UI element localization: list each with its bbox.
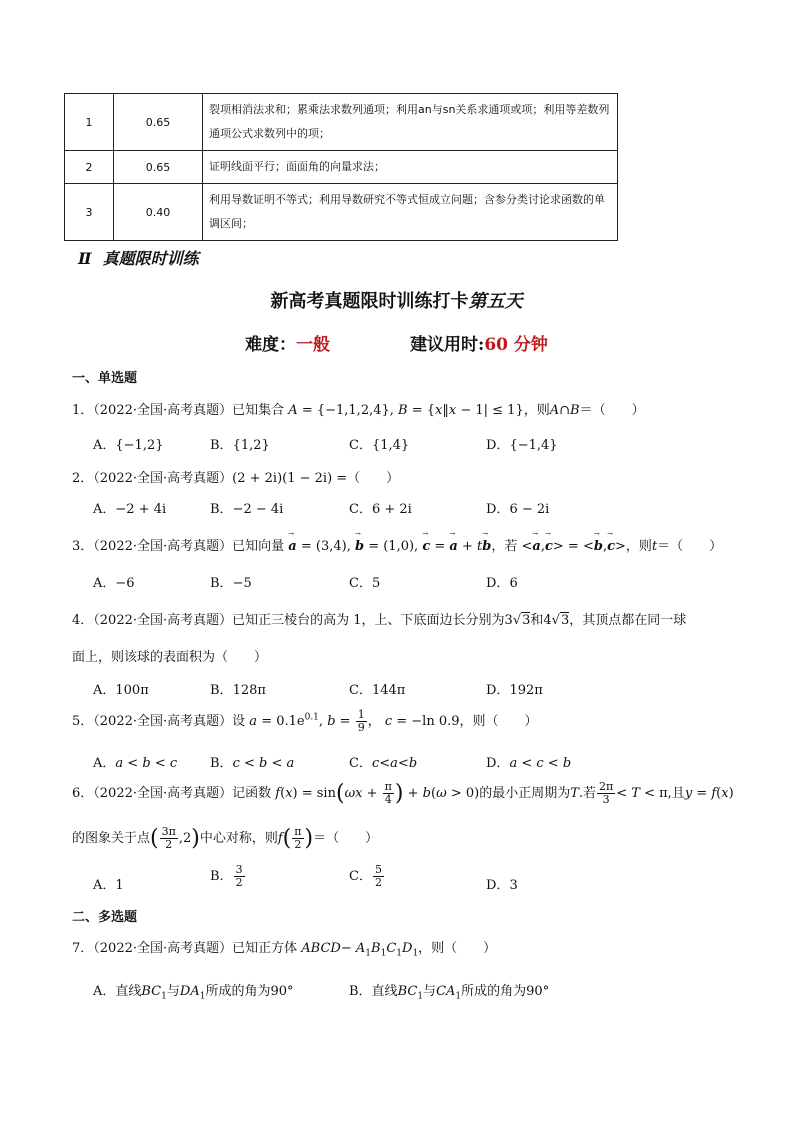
table-cell-rate: 0.65 [114, 151, 203, 184]
option-2b[interactable]: B．−2 − 4i [210, 502, 284, 517]
table-cell-no: 2 [65, 151, 114, 184]
option-7a[interactable]: A．直线$BC_1$与$DA_1$所成的角为90° [93, 984, 294, 1002]
table-cell-rate: 0.40 [114, 184, 203, 241]
table-cell-desc: 利用导数证明不等式；利用导数研究不等式恒成立问题；含参分类讨论求函数的单调区间； [203, 184, 618, 241]
option-5b[interactable]: B．c < b < a [210, 756, 295, 771]
page-title [0, 287, 793, 313]
table-row [65, 94, 618, 151]
option-5d[interactable]: D．a < c < b [486, 756, 572, 771]
question-7: 7．（2022·全国·高考真题）已知正方体 ABCD− $A_1B_1C_1D_1$，则（ ） [72, 941, 497, 959]
section-roman: Ⅱ [78, 249, 92, 268]
option-1b[interactable]: B．{1,2} [210, 438, 270, 453]
question-6: 6．（2022·全国·高考真题）记函数 f(x) = sin(ωx + $\frac{\pi}{4}$ ) + b(ω > 0)的最小正周期为T.若 $\frac{2\pi}{3}$ < T < π,且y = f(x) [72, 780, 734, 806]
question-source: （2022·全国·高考真题） [93, 471, 233, 486]
option-4d[interactable]: D．192π [486, 683, 543, 698]
question-4: 4．（2022·全国·高考真题）已知正三棱台的高为 1，上、下底面边长分别为3√3和4√3，其顶点都在同一球 [72, 613, 687, 628]
difficulty-label: 难度： [245, 335, 297, 355]
option-3d[interactable]: D．6 [486, 576, 518, 591]
option-2a[interactable]: A．−2 + 4i [93, 502, 167, 517]
option-4c[interactable]: C．144π [349, 683, 406, 698]
question-source: （2022·全国·高考真题） [93, 539, 233, 554]
page-title-main: 新高考真题限时训练打卡 [270, 291, 469, 312]
option-7b[interactable]: B．直线$BC_1$与$CA_1$所成的角为90° [349, 984, 550, 1002]
question-3: 3．（2022·全国·高考真题）已知向量 → a = (3,4), → b = (1,0), → c = → a + t→ b，若 <→ a,→ c> = <→ b,→ c>，则t＝（ ） [72, 535, 722, 554]
table-cell-rate: 0.65 [114, 94, 203, 151]
question-source: （2022·全国·高考真题） [93, 714, 233, 729]
option-6b[interactable]: B． $\frac{3}{2}$ [210, 863, 243, 889]
table-cell-desc: 裂项相消法求和；累乘法求数列通项；利用an与sn关系求通项或项；利用等差数列通项公式求数列中的项； [203, 94, 618, 151]
page-title-italic: 第五天 [468, 291, 523, 312]
option-3b[interactable]: B．−5 [210, 576, 252, 591]
option-2c[interactable]: C．6 + 2i [349, 502, 412, 517]
question-source: （2022·全国·高考真题） [93, 786, 233, 801]
section-label: 真题限时训练 [102, 249, 199, 268]
meta-line [0, 330, 793, 355]
option-1c[interactable]: C．{1,4} [349, 438, 410, 453]
knowledge-point-table [64, 93, 618, 241]
option-3a[interactable]: A．−6 [93, 576, 135, 591]
option-5c[interactable]: C．c<a<b [349, 756, 418, 771]
option-1d[interactable]: D．{−1,4} [486, 438, 558, 453]
table-cell-no: 3 [65, 184, 114, 241]
group-heading-single: 一、单选题 [72, 371, 138, 386]
time-label: 建议用时: [410, 335, 485, 355]
question-2: 2．（2022·全国·高考真题）(2 + 2i)(1 − 2i) =（ ） [72, 471, 400, 486]
question-source: （2022·全国·高考真题） [93, 941, 233, 956]
question-6-line2: 的图象关于点( $\frac{3\pi}{2}$ ,2)中心对称，则f( $\frac{\pi}{2}$ )＝（ ） [72, 825, 379, 851]
option-4a[interactable]: A．100π [93, 683, 149, 698]
question-4-line2: 面上，则该球的表面积为（ ） [72, 650, 268, 665]
option-6c[interactable]: C． $\frac{5}{2}$ [349, 863, 382, 889]
option-6d[interactable]: D．3 [486, 878, 518, 893]
option-4b[interactable]: B．128π [210, 683, 266, 698]
option-2d[interactable]: D．6 − 2i [486, 502, 550, 517]
table-row [65, 151, 618, 184]
time-value: 60 分钟 [484, 335, 548, 355]
table-cell-no: 1 [65, 94, 114, 151]
question-source: （2022·全国·高考真题） [93, 403, 233, 418]
option-3c[interactable]: C．5 [349, 576, 381, 591]
group-heading-multi: 二、多选题 [72, 910, 138, 925]
table-row [65, 184, 618, 241]
question-5: 5．（2022·全国·高考真题）设 $a = 0.1e^{0.1}$, b = $\frac{1}{9}$ ， c = −ln 0.9，则（ ） [72, 708, 538, 734]
question-source: （2022·全国·高考真题） [93, 613, 233, 628]
difficulty-value: 一般 [296, 335, 331, 355]
option-5a[interactable]: A．a < b < c [93, 756, 178, 771]
question-1: 1．（2022·全国·高考真题）已知集合 A = {−1,1,2,4}, B = {x‖x − 1| ≤ 1}，则A∩B＝（ ） [72, 403, 645, 418]
table-cell-desc: 证明线面平行；面面角的向量求法； [203, 151, 618, 184]
section-heading [78, 246, 199, 269]
option-6a[interactable]: A．1 [93, 878, 124, 893]
option-1a[interactable]: A．{−1,2} [93, 438, 164, 453]
